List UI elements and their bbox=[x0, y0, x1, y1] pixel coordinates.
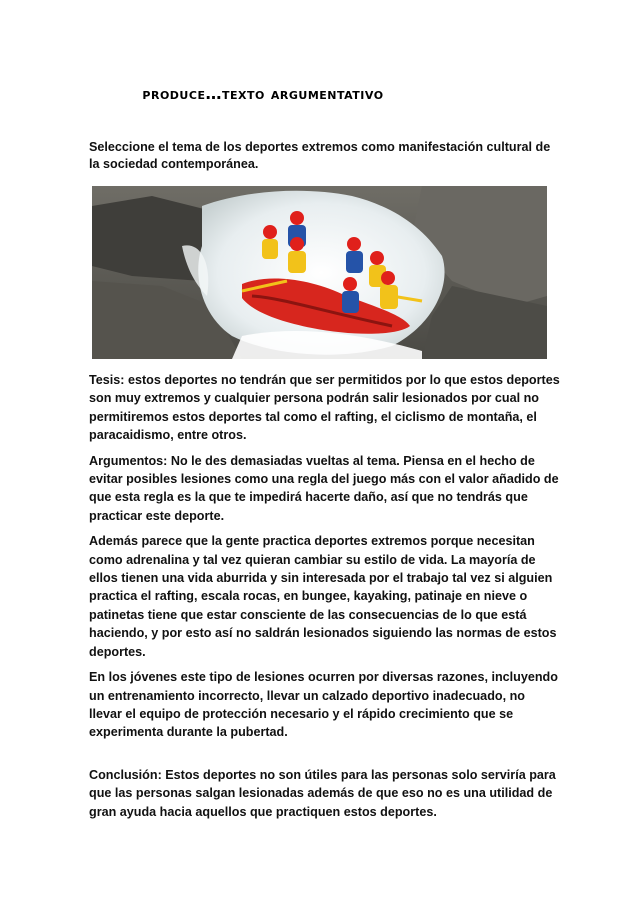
intro-paragraph: Seleccione el tema de los deportes extremos como manifestación cultural de la sociedad contemporánea. bbox=[89, 140, 551, 171]
paragraph-2: Además parece que la gente practica deportes extremos porque necesitan como adrenalina y tal vez quieran cambiar su estilo de vida. La mayoría de ellos tienen una vida aburrida y sin interesada por el trabajo tal vez si alguien practica el rafting, escala rocas, en bungee, kayaking, patinaje en nieve o patinetas tiene que estar consciente de las consecuencias de lo que está haciendo, y por esto así no saldrán lesionados siguiendo las normas de estos deportes. bbox=[89, 534, 557, 659]
arguments-text: : No le des demasiadas vueltas al tema. Piensa en el hecho de evitar posibles lesiones como una regla del juego más con el valor añadido de que esta regla es la que te impedirá hacerte daño, así que no tendrás que practicar este deporte. bbox=[89, 453, 559, 523]
conclusion-paragraph: Conclusión: Estos deportes no son útiles para las personas solo serviría para que las personas salgan lesionadas además de que eso no es una utilidad de gran ayuda hacia aquellos que practiquen estos deportes. bbox=[89, 767, 556, 819]
page-title: produce…texto argumentativo bbox=[142, 84, 384, 103]
document-body bbox=[89, 371, 561, 828]
paragraph-3: En los jóvenes este tipo de lesiones ocurren por diversas razones, incluyendo un entrenamiento incorrecto, llevar un calzado deportivo inadecuado, no llevar el equipo de protección necesario y el rápido crecimiento que se experimenta durante la pubertad. bbox=[89, 670, 558, 740]
arguments-label: Argumentos bbox=[89, 453, 164, 468]
arguments-paragraph bbox=[89, 452, 561, 526]
thesis-paragraph: Tesis: estos deportes no tendrán que ser permitidos por lo que estos deportes son muy extremos y cualquier persona podrán salir lesionados por cual no permitiremos estos deportes tal como el rafting, el ciclismo de montaña, el paracaidismo, entre otros. bbox=[89, 373, 560, 443]
rafting-photo bbox=[92, 186, 547, 359]
rafting-photo-drawing bbox=[92, 186, 547, 359]
